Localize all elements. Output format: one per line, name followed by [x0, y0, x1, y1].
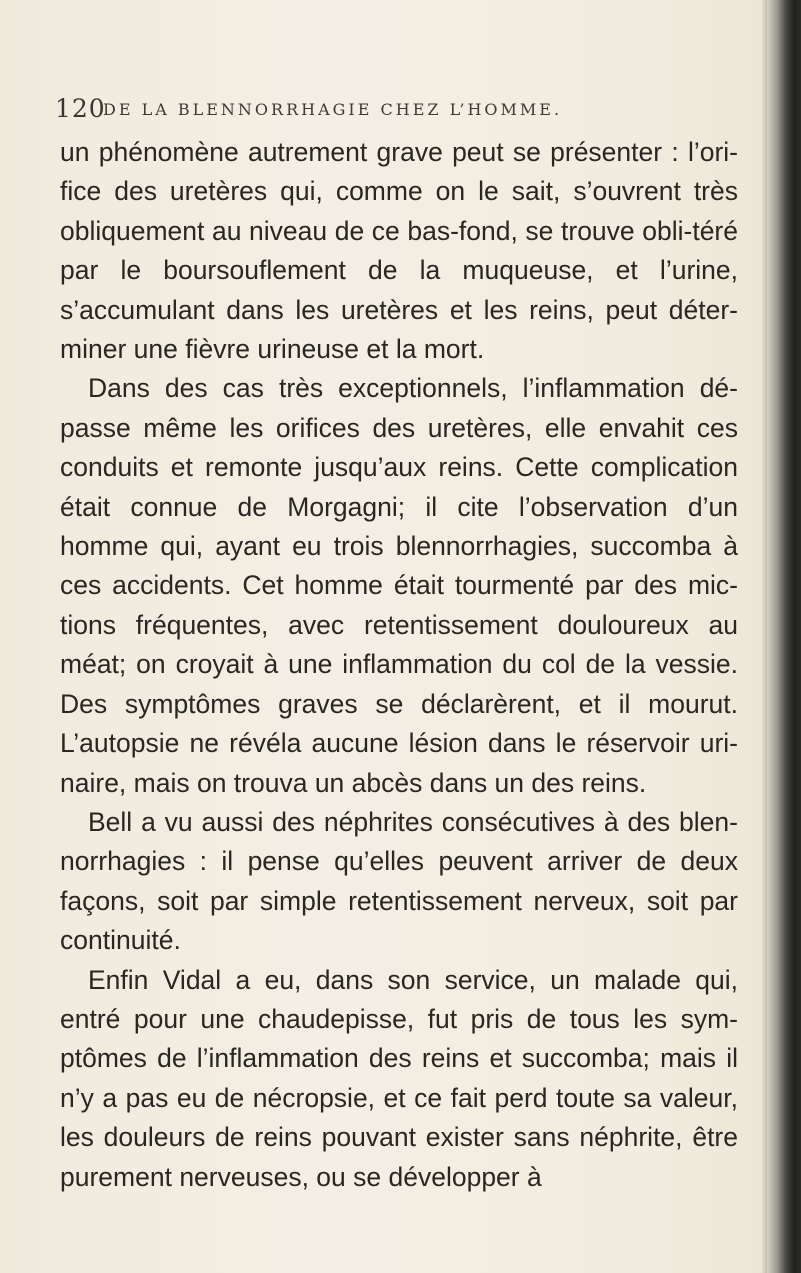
body-text	[60, 133, 738, 1197]
paragraph-continued: un phénomène autrement grave peut se présenter : l’ori-fice des uretères qui, comme on le sait, s’ouvrent très obliquement au niveau de ce bas-fond, se trouve obli-téré par le boursouflement de la muqueuse, et l’urine, s’accumulant dans les uretères et les reins, peut déter-miner une fièvre urineuse et la mort.	[60, 137, 738, 365]
page-header	[55, 94, 755, 134]
paragraph-morgagni: Dans des cas très exceptionnels, l’inflammation dé-passe même les orifices des uretères, elle envahit ces conduits et remonte jusqu’aux reins. Cette complication était connue de Morgagni; il cite l’observation d’un homme qui, ayant eu trois blennorrhagies, succomba à ces accidents. Cet homme était tourmenté par des mic-tions fréquentes, avec retentissement douloureux au méat; on croyait à une inflammation du col de la vessie. Des symptômes graves se déclarèrent, et il mourut. L’autopsie ne révéla aucune lésion dans le réservoir uri-naire, mais on trouva un abcès dans un des reins.	[60, 373, 738, 798]
book-spine	[767, 0, 801, 1273]
paragraph-vidal: Enfin Vidal a eu, dans son service, un malade qui, entré pour une chaudepisse, fut pris de tous les sym-ptômes de l’inflammation des reins et succomba; mais il n’y a pas eu de nécropsie, et ce fait perd toute sa valeur, les douleurs de reins pouvant exister sans néphrite, être purement nerveuses, ou se développer à	[60, 964, 738, 1192]
running-head: DE LA BLENNORRHAGIE CHEZ L’HOMME.	[103, 100, 563, 119]
page-number: 120	[55, 94, 106, 123]
paragraph-bell: Bell a vu aussi des néphrites consécutives à des blen-norrhagies : il pense qu’elles peuvent arriver de deux façons, soit par simple retentissement nerveux, soit par continuité.	[60, 806, 738, 956]
